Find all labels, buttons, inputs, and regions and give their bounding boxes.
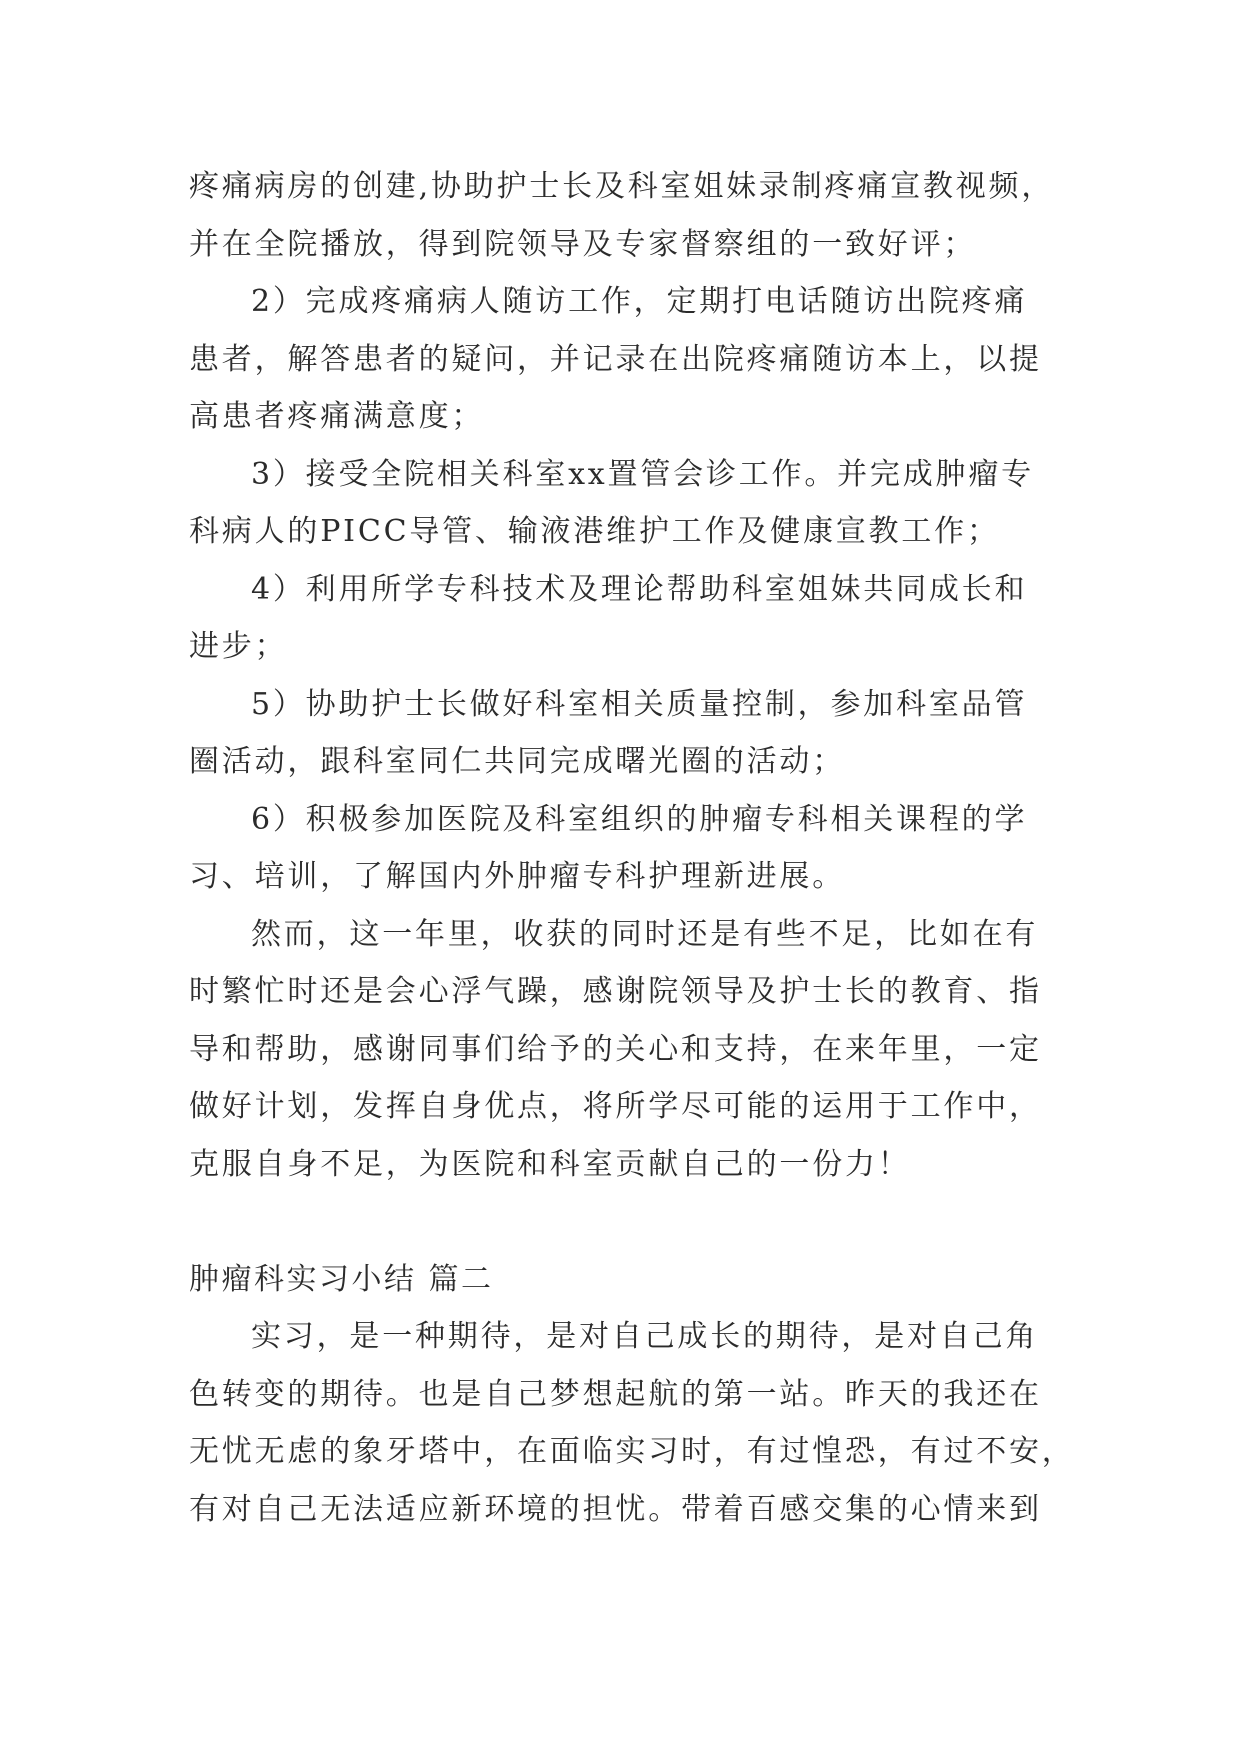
text-line: 并在全院播放，得到院领导及专家督察组的一致好评； bbox=[189, 226, 977, 262]
list-item-3: 3）接受全院相关科室xx置管会诊工作。并完成肿瘤专 bbox=[251, 456, 1034, 492]
text-line: 色转变的期待。也是自己梦想起航的第一站。昨天的我还在 bbox=[189, 1376, 1042, 1412]
list-item-2: 2）完成疼痛病人随访工作，定期打电话随访出院疼痛 bbox=[251, 284, 1028, 319]
text-line: 无忧无虑的象牙塔中，在面临实习时，有过惶恐，有过不安， bbox=[189, 1434, 1075, 1469]
text-line: 患者，解答患者的疑问，并记录在出院疼痛随访本上，以提 bbox=[189, 341, 1042, 377]
text-line: 进步； bbox=[189, 629, 288, 664]
text-line: 疼痛病房的创建,协助护士长及科室姐妹录制疼痛宣教视频， bbox=[189, 169, 1055, 204]
text-line: 科病人的PICC导管、输液港维护工作及健康宣教工作； bbox=[189, 514, 1000, 549]
section-gap bbox=[189, 1193, 1069, 1251]
section-title: 肿瘤科实习小结 篇二 bbox=[189, 1261, 494, 1297]
text-line: 高患者疼痛满意度； bbox=[189, 399, 485, 434]
text-line: 导和帮助，感谢同事们给予的关心和支持，在来年里，一定 bbox=[189, 1031, 1042, 1067]
text-line: 圈活动，跟科室同仁共同完成曙光圈的活动； bbox=[189, 744, 845, 779]
paragraph-start: 然而，这一年里，收获的同时还是有些不足，比如在有 bbox=[251, 916, 1039, 952]
text-line: 做好计划，发挥自身优点，将所学尽可能的运用于工作中， bbox=[189, 1089, 1042, 1124]
list-item-6: 6）积极参加医院及科室组织的肿瘤专科相关课程的学 bbox=[251, 801, 1028, 837]
text-line: 克服自身不足，为医院和科室贡献自己的一份力！ bbox=[189, 1146, 911, 1182]
text-line: 有对自己无法适应新环境的担忧。带着百感交集的心情来到 bbox=[189, 1491, 1042, 1527]
list-item-5: 5）协助护士长做好科室相关质量控制，参加科室品管 bbox=[251, 686, 1028, 722]
document-body bbox=[189, 158, 1075, 1538]
text-line: 时繁忙时还是会心浮气躁，感谢院领导及护士长的教育、指 bbox=[189, 974, 1042, 1009]
list-item-4: 4）利用所学专科技术及理论帮助科室姐妹共同成长和 bbox=[251, 571, 1028, 607]
text-line: 习、培训，了解国内外肿瘤专科护理新进展。 bbox=[189, 859, 845, 894]
paragraph-start: 实习，是一种期待，是对自己成长的期待，是对自己角 bbox=[251, 1319, 1039, 1354]
